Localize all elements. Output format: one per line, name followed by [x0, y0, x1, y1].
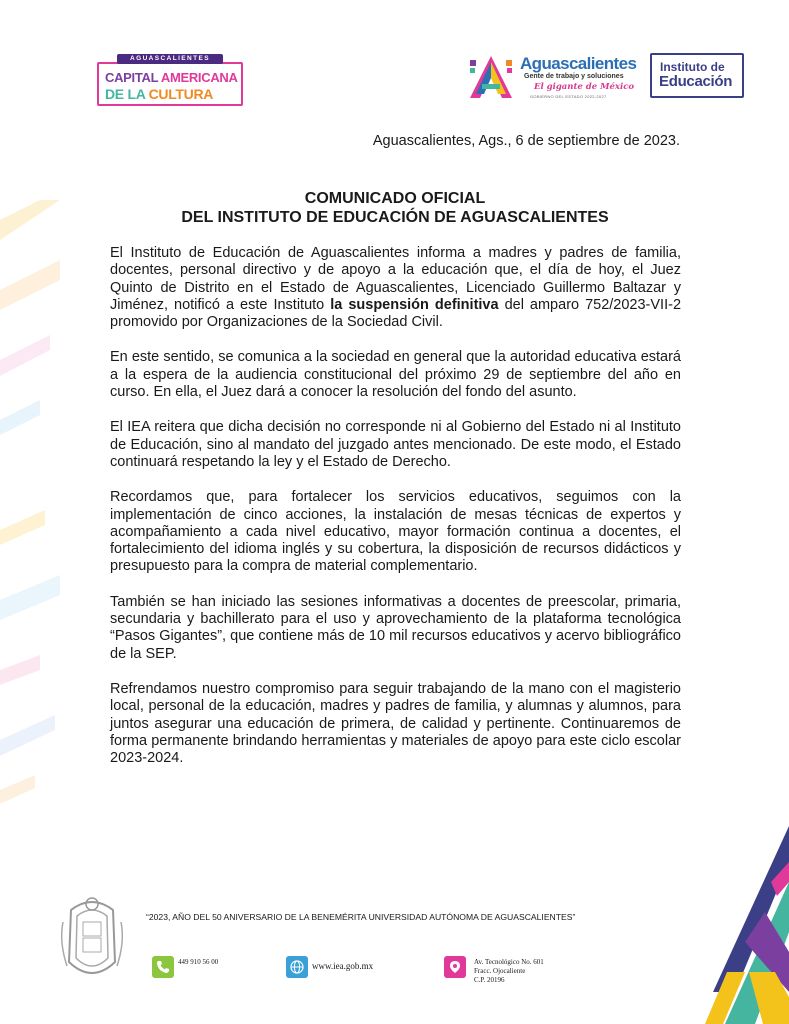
badge-frame: [97, 62, 243, 106]
globe-icon: [286, 956, 308, 978]
paragraph-5: También se han iniciado las sesiones informativas a docentes de preescolar, primaria, secundaria y bachillerato para el uso y aprovechamiento de la plataforma tecnológica “Pasos Gigantes”, que contiene más de 10 mil recursos educativos y acervo bibliográfico de la SEP.: [110, 593, 681, 662]
footer-quote: “2023, AÑO DEL 50 ANIVERSARIO DE LA BENEMÉRITA UNIVERSIDAD AUTÓNOMA DE AGUASCALIENTES”: [146, 912, 576, 922]
capital-americana-cultura-logo: [97, 54, 243, 104]
date-line: Aguascalientes, Ags., 6 de septiembre de 2023.: [372, 133, 680, 149]
ags-logo-gov: GOBIERNO DEL ESTADO 2022-2027: [530, 94, 607, 99]
suspension-bold: la suspensión definitiva: [330, 296, 499, 313]
paragraph-4: Recordamos que, para fortalecer los servicios educativos, seguimos con la implementación de cinco acciones, la instalación de mesas técnicas de expertos y acompañamiento a cada nivel educativo, mayor formación continua a docentes, el fortalecimiento del idioma inglés y su cobertura, la disposición de recursos didácticos y presupuesto para la compra de material complementario.: [110, 489, 681, 575]
website-link[interactable]: www.iea.gob.mx: [312, 961, 374, 971]
ags-logo-name: Aguascalientes: [520, 54, 637, 73]
paragraph-1: El Instituto de Educación de Aguascalientes informa a madres y padres de familia, docentes, personal directivo y de apoyo a la educación que, el día de hoy, el Juez Quinto de Distrito en el Estado de Aguascalientes, Licenciado Guillermo Baltazar y Jiménez, notificó a este Instituto la suspensión definitiva del amparo 752/2023-VII-2 promovido por Organizaciones de la Sociedad Civil.: [110, 245, 682, 331]
title-line2: DEL INSTITUTO DE EDUCACIÓN DE AGUASCALIENTES: [181, 209, 609, 226]
title-line1: COMUNICADO OFICIAL: [304, 190, 486, 207]
badge-line1: CAPITAL AMERICANA: [105, 70, 238, 85]
phone-icon: [152, 956, 174, 978]
state-seal: [57, 892, 127, 986]
ags-logo-tagline: Gente de trabajo y soluciones: [524, 73, 624, 80]
paragraph-6: Refrendamos nuestro compromiso para seguir trabajando de la mano con el magisterio local, personal de la educación, madres y padres de familia, y alumnas y alumnos, para juntos asegurar una educación de primera, de calidad y pertinente. Continuaremos de forma permanente brindando herramientas y materiales de apoyo para este ciclo escolar 2023-2024.: [110, 680, 681, 767]
phone-number: 449 910 56 00: [178, 958, 219, 966]
address-line3: C.P. 20196: [474, 976, 505, 984]
left-decorative-stripes: [0, 200, 60, 820]
address-line2: Fracc. Ojocaliente: [474, 967, 526, 975]
badge-line2: DE LA CULTURA: [105, 86, 214, 102]
coat-of-arms-icon: [57, 892, 127, 986]
badge-top-label: AGUASCALIENTES: [117, 54, 223, 64]
ags-logo-slogan: El gigante de México: [534, 82, 635, 92]
location-pin-icon: [444, 956, 466, 978]
document-title: [110, 189, 680, 227]
iea-logo-line1: Instituto de: [660, 60, 725, 74]
paragraph-2: En este sentido, se comunica a la sociedad en general que la autoridad educativa estará a la espera de la audiencia constitucional del próximo 29 de septiembre del año en curso. En ella, el Juez dará a conocer la resolución del fondo del asunto.: [110, 349, 681, 401]
address-line1: Av. Tecnológico No. 601: [474, 958, 544, 966]
right-decorative-a-shape: [705, 822, 789, 1024]
instituto-educacion-logo: [650, 53, 744, 98]
iea-logo-line2: Educación: [659, 73, 733, 90]
ags-mosaic-a-icon: [468, 54, 514, 100]
document-body: [110, 245, 681, 785]
paragraph-3: El IEA reitera que dicha decisión no corresponde ni al Gobierno del Estado ni al Instituto de Educación, sino al mandato del juzgado antes mencionado. De este modo, el Estado continuará respetando la ley y el Estado de Derecho.: [110, 419, 681, 470]
aguascalientes-state-logo: [466, 52, 642, 102]
